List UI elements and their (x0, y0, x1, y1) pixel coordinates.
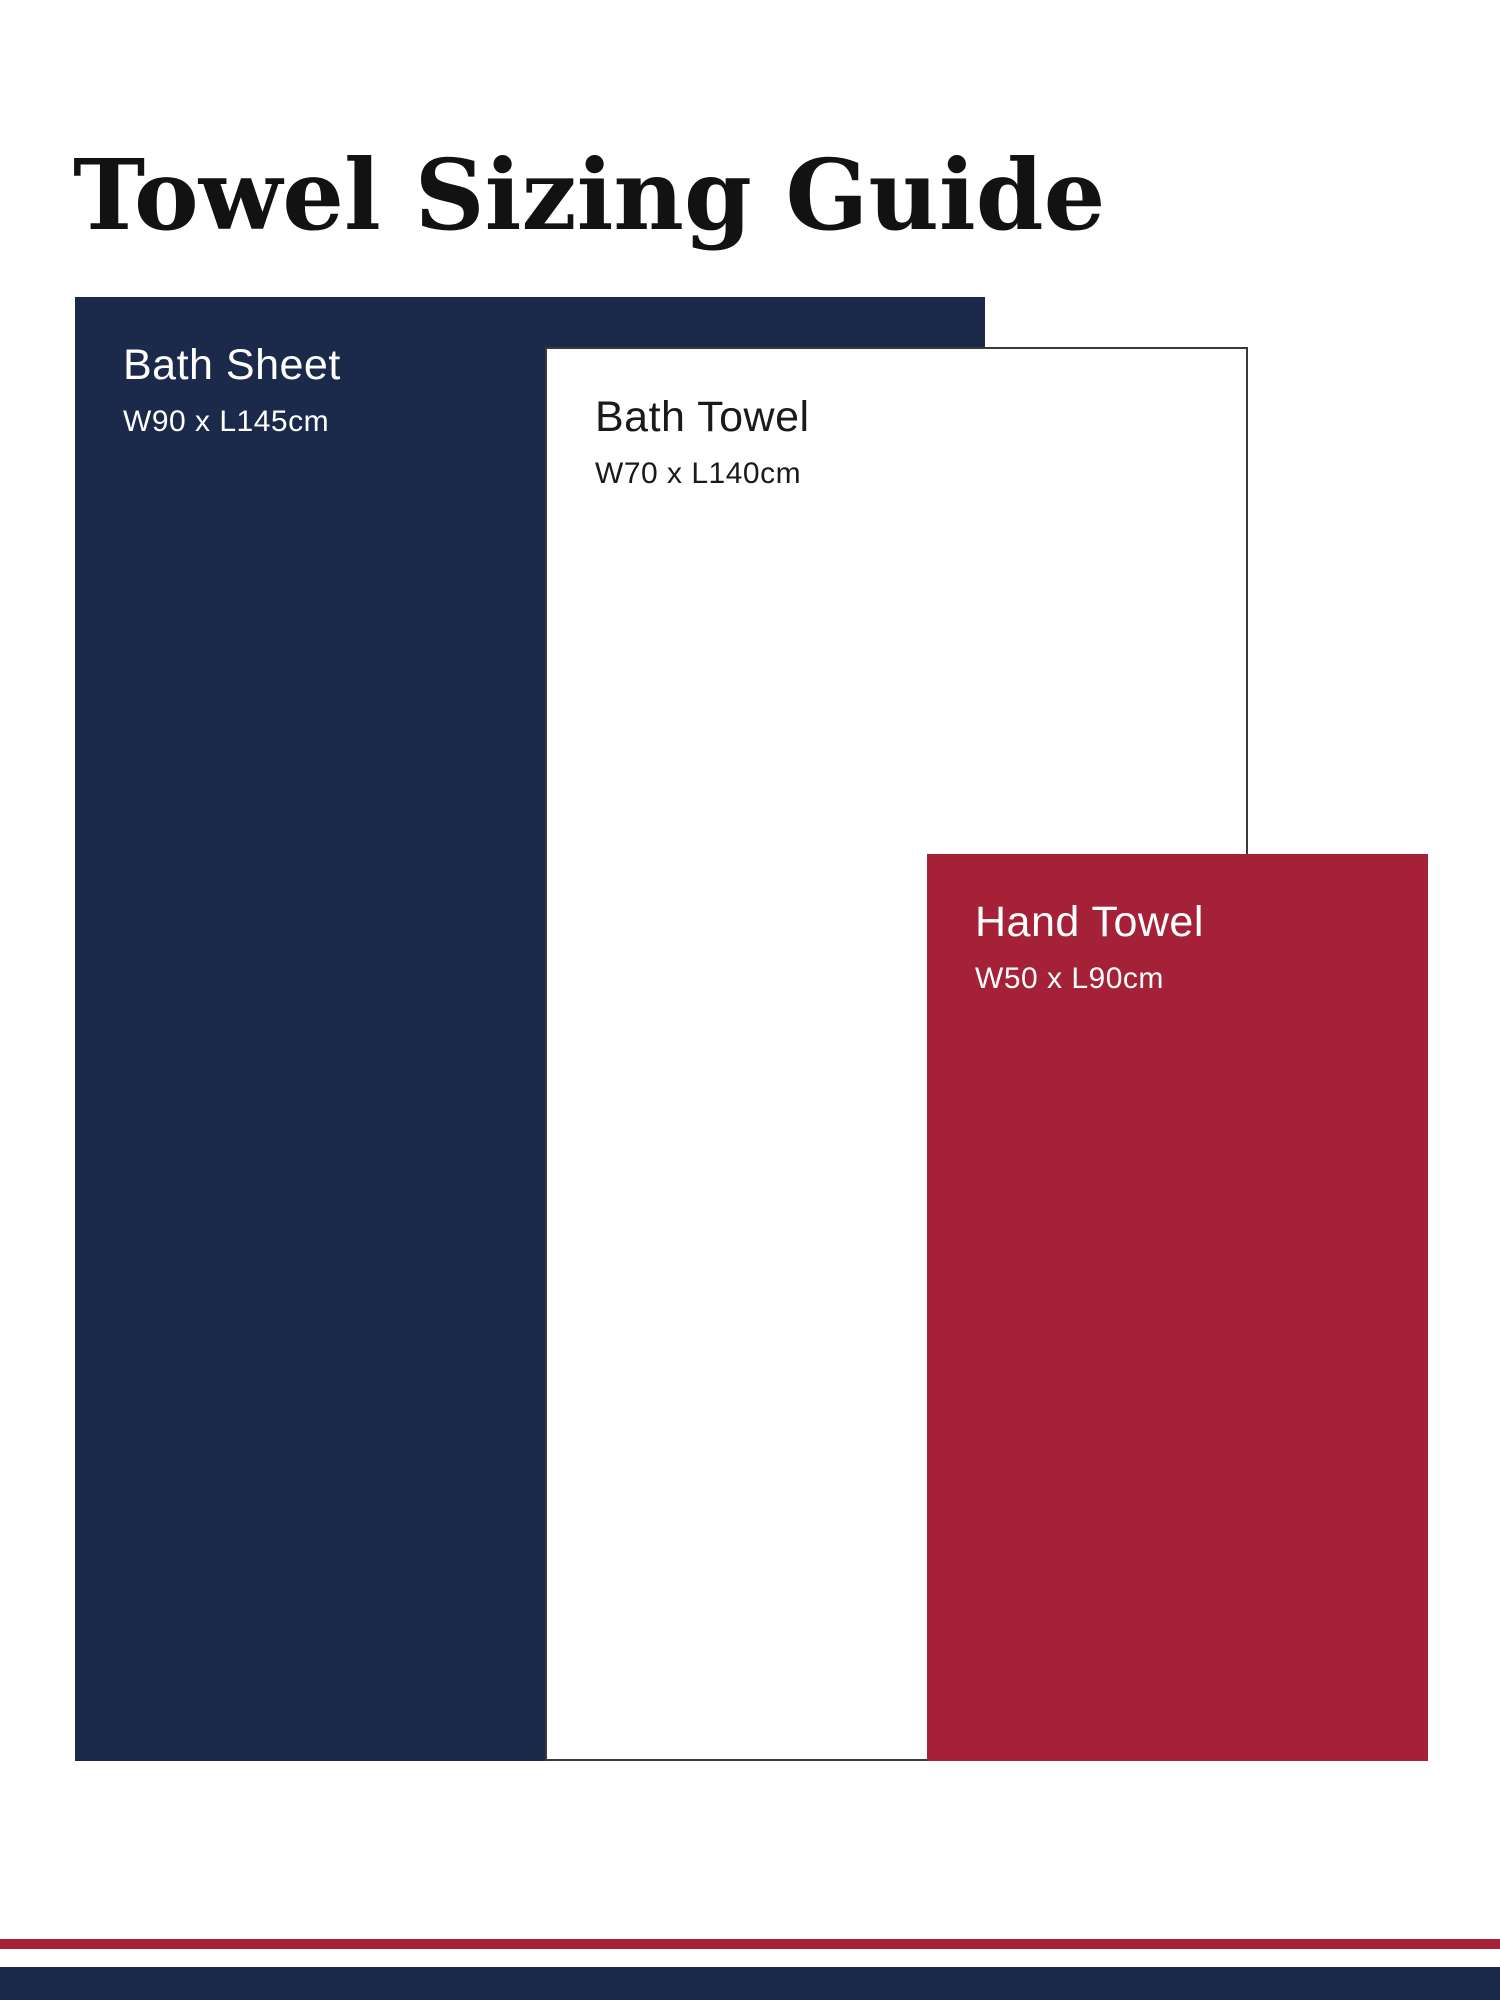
towel-dimensions-bath-towel: W70 x L140cm (595, 457, 802, 491)
towel-label (547, 349, 1246, 491)
towel-dimensions-bath-sheet: W90 x L145cm (123, 405, 330, 439)
towel-dimensions-hand-towel: W50 x L90cm (975, 962, 1164, 996)
towel-name-hand-towel: Hand Towel (975, 898, 1204, 946)
towel-rect-hand-towel (927, 854, 1428, 1761)
footer-bar (0, 1967, 1500, 2000)
page-title: Towel Sizing Guide (73, 137, 1106, 252)
footer-accent-stripe (0, 1939, 1500, 1949)
towel-label (927, 854, 1428, 996)
towel-name-bath-sheet: Bath Sheet (123, 341, 341, 389)
towel-name-bath-towel: Bath Towel (595, 393, 810, 441)
